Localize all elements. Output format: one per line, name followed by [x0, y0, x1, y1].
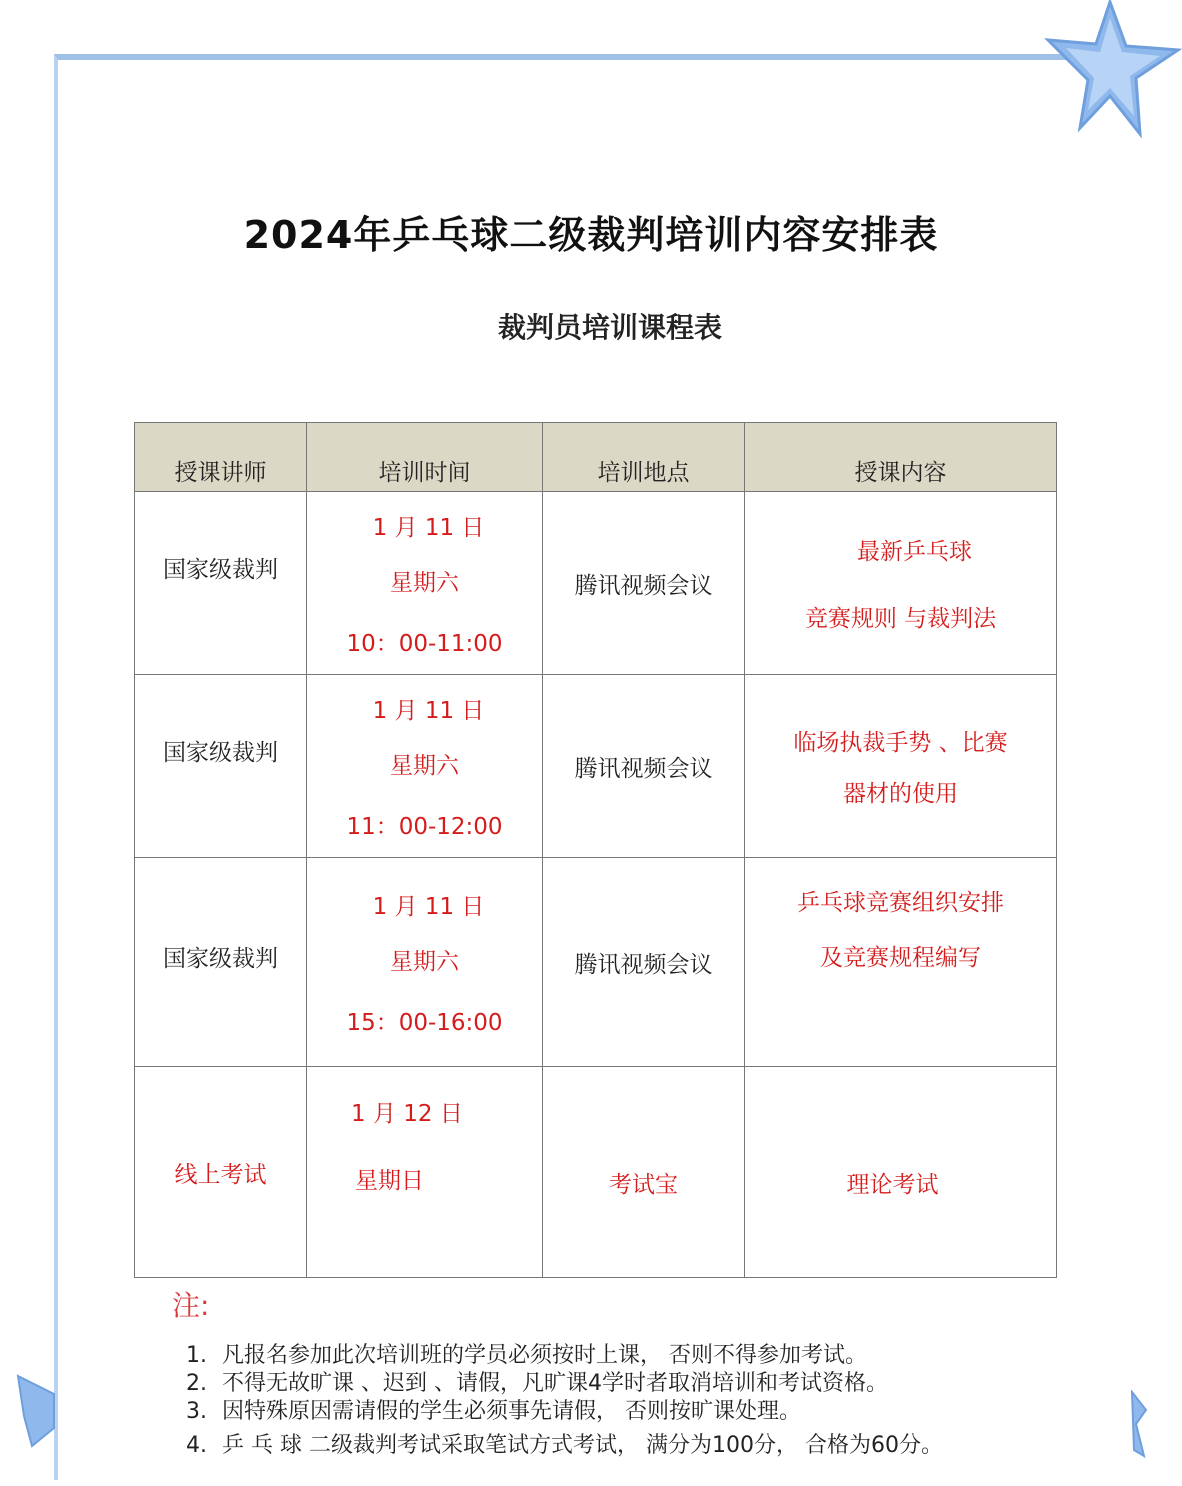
lecturer-cell	[135, 858, 307, 1067]
header-content: 授课内容	[745, 423, 1057, 492]
table-row	[135, 492, 1057, 675]
note-number: 1.	[186, 1343, 207, 1368]
star-decoration-icon	[1130, 1390, 1150, 1460]
time-cell	[307, 675, 543, 858]
content-cell	[745, 492, 1057, 675]
content-line: 乒乓球竞赛组织安排	[797, 890, 1004, 916]
table-subtitle: 裁判员培训课程表	[497, 311, 722, 344]
lecturer-text: 国家级裁判	[163, 945, 278, 972]
table-header-row	[135, 423, 1057, 492]
note-number: 4.	[186, 1433, 207, 1458]
note-number: 3.	[186, 1399, 207, 1424]
lecturer-cell	[135, 675, 307, 858]
date-text: 1 月 11 日	[372, 697, 485, 724]
time-cell	[307, 492, 543, 675]
location-text: 腾讯视频会议	[574, 951, 713, 978]
content-cell	[745, 675, 1057, 858]
location-cell	[543, 492, 745, 675]
location-cell	[543, 858, 745, 1067]
date-text: 1 月 11 日	[372, 514, 485, 541]
weekday-text: 星期六	[390, 948, 459, 975]
lecturer-text: 国家级裁判	[163, 739, 278, 766]
note-text: 凡报名参加此次培训班的学员必须按时上课， 否则不得参加考试。	[222, 1343, 867, 1368]
note-text: 因特殊原因需请假的学生必须事先请假， 否则按旷课处理。	[222, 1399, 801, 1424]
header-location: 培训地点	[543, 423, 745, 492]
content-cell	[745, 1067, 1057, 1278]
training-schedule-table	[134, 422, 1057, 1278]
note-text: 乒 乓 球 二级裁判考试采取笔试方式考试， 满分为100分， 合格为60分。	[222, 1433, 943, 1458]
location-text: 腾讯视频会议	[574, 755, 713, 782]
date-text: 1 月 12 日	[351, 1101, 463, 1127]
location-text: 考试宝	[609, 1171, 678, 1198]
location-text: 腾讯视频会议	[574, 572, 713, 599]
weekday-text: 星期六	[390, 752, 459, 779]
lecturer-text: 国家级裁判	[163, 556, 278, 583]
note-item	[186, 1398, 943, 1426]
star-decoration-icon	[14, 1372, 60, 1448]
content-line: 最新乒乓球	[857, 539, 972, 565]
table-row	[135, 1067, 1057, 1278]
content-line: 器材的使用	[843, 781, 958, 807]
note-item	[186, 1370, 943, 1398]
lecturer-cell	[135, 492, 307, 675]
note-number: 2.	[186, 1371, 207, 1396]
lecturer-text: 线上考试	[174, 1161, 267, 1188]
time-range-text: 10：00-11:00	[346, 630, 503, 657]
notes-heading: 注:	[172, 1289, 210, 1322]
location-cell	[543, 675, 745, 858]
note-item	[186, 1432, 943, 1460]
date-text: 1 月 11 日	[372, 893, 485, 920]
content-line: 理论考试	[846, 1171, 939, 1198]
content-line: 及竞赛规程编写	[820, 945, 981, 971]
time-cell	[307, 1067, 543, 1278]
note-item	[186, 1342, 943, 1370]
notes-list	[186, 1342, 943, 1460]
header-lecturer: 授课讲师	[135, 423, 307, 492]
star-decoration-icon	[1040, 0, 1182, 140]
weekday-text: 星期日	[355, 1168, 424, 1194]
header-time: 培训时间	[307, 423, 543, 492]
weekday-text: 星期六	[390, 569, 459, 596]
time-cell	[307, 858, 543, 1067]
content-cell	[745, 858, 1057, 1067]
table-row	[135, 858, 1057, 1067]
time-range-text: 11：00-12:00	[346, 813, 503, 840]
note-text: 不得无故旷课 、迟到 、请假，凡旷课4学时者取消培训和考试资格。	[222, 1371, 888, 1396]
time-range-text: 15：00-16:00	[346, 1009, 503, 1036]
table-row	[135, 675, 1057, 858]
content-line: 竞赛规则 与裁判法	[804, 606, 997, 632]
location-cell	[543, 1067, 745, 1278]
lecturer-cell	[135, 1067, 307, 1278]
content-line: 临场执裁手势 、比赛	[793, 730, 1008, 756]
document-title: 2024年乒乓球二级裁判培训内容安排表	[243, 213, 939, 257]
